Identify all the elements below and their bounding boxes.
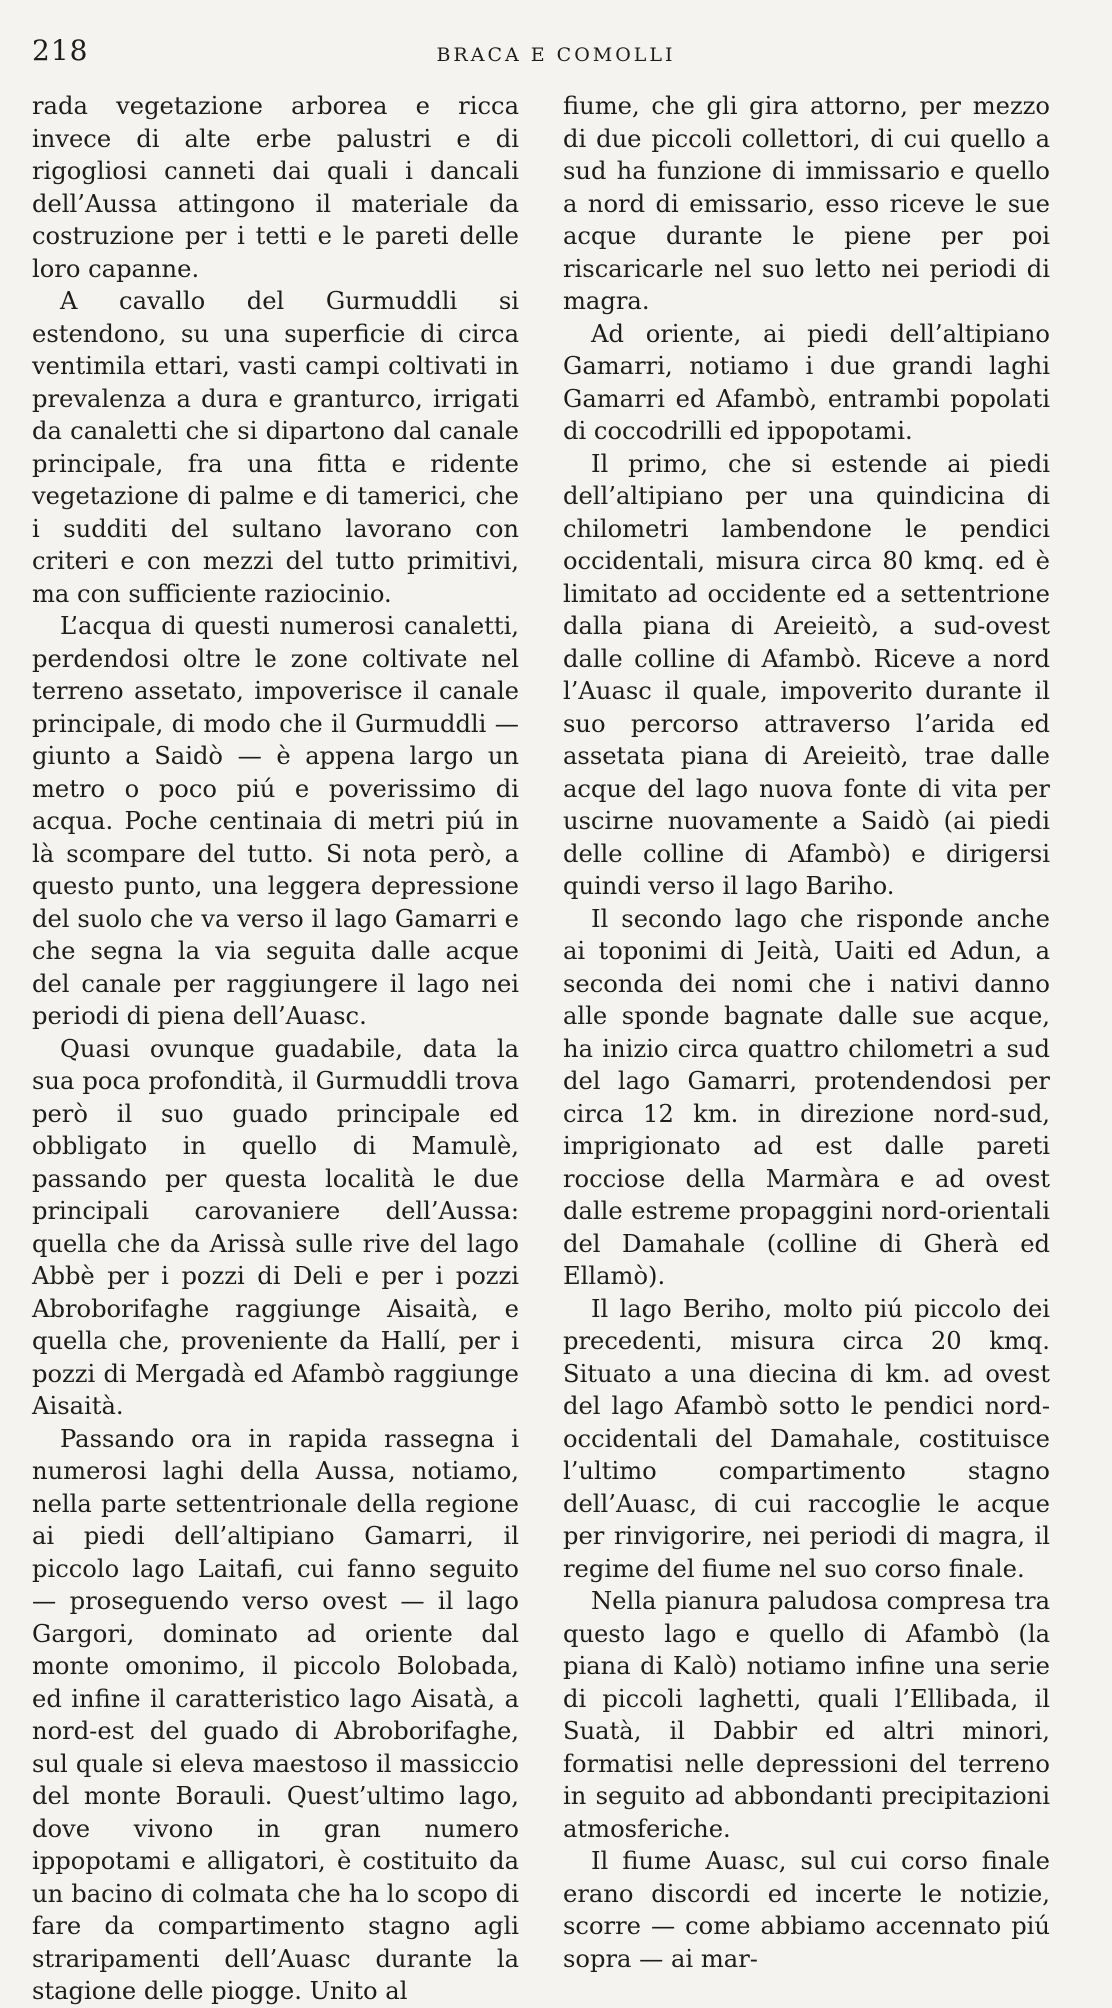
paragraph: Passando ora in rapida rassegna i numerosi laghi della Aussa, notiamo, nella parte settentrionale della regione ai piedi dell’altipiano Gamarri, il piccolo lago Laitafi, cui fanno seguito — proseguendo verso ovest — il lago Gargori, dominato ad oriente dal monte omonimo, il piccolo Bolobada, ed infine il caratteristico lago Aisatà, a nord-est del guado di Abroborifaghe, sul quale si eleva maestoso il massiccio del monte Borauli. Quest’ultimo lago, dove vivono in gran numero ippopotami e alligatori, è costituito da un bacino di colmata che ha lo scopo di fare da compartimento stagno agli straripamenti dell’Auasc durante la stagione delle piogge. Unito al — [32, 1424, 519, 2005]
paragraph: rada vegetazione arborea e ricca invece di alte erbe palustri e di rigogliosi canneti dai quali i dancali dell’Aussa attingono il materiale da costruzione per i tetti e le pareti delle loro capanne. — [32, 92, 519, 283]
paragraph: Nella pianura paludosa compresa tra questo lago e quello di Afambò (la piana di Kalò) notiamo infine una serie di piccoli laghetti, quali l’Ellibada, il Suatà, il Dabbir ed altri minori, formatisi nelle depressioni del terreno in seguito ad abbondanti precipitazioni atmosferiche. — [563, 1587, 1050, 1843]
page-header — [32, 34, 1080, 74]
right-column — [563, 90, 1050, 1975]
left-column — [32, 90, 519, 2008]
running-head: BRACA E COMOLLI — [436, 44, 676, 66]
paragraph: Il lago Beriho, molto piú piccolo dei precedenti, misura circa 20 kmq. Situato a una diecina di km. ad ovest del lago Afambò sotto le pendici nord-occidentali del Damahale, costituisce l’ultimo compartimento stagno dell’Auasc, di cui raccoglie le acque per rinvigorire, nei periodi di magra, il regime del fiume nel suo corso finale. — [563, 1294, 1050, 1583]
paragraph: Il fiume Auasc, sul cui corso finale erano discordi ed incerte le notizie, scorre — come abbiamo accennato piú sopra — ai mar- — [563, 1847, 1050, 1973]
paragraph: Il secondo lago che risponde anche ai toponimi di Jeità, Uaiti ed Adun, a seconda dei nomi che i nativi danno alle sponde bagnate dalle sue acque, ha inizio circa quattro chilometri a sud del lago Gamarri, protendendosi per circa 12 km. in direzione nord-sud, imprigionato ad est dalle pareti rocciose della Marmàra e ad ovest dalle estreme propaggini nord-orientali del Damahale (colline di Gherà ed Ellamò). — [563, 904, 1050, 1290]
paragraph: Ad oriente, ai piedi dell’altipiano Gamarri, notiamo i due grandi laghi Gamarri ed Afambò, entrambi popolati di coccodrilli ed ippopotami. — [563, 319, 1050, 445]
paragraph: L’acqua di questi numerosi canaletti, perdendosi oltre le zone coltivate nel terreno assetato, impoverisce il canale principale, di modo che il Gurmuddli — giunto a Saidò — è appena largo un metro o poco piú e poverissimo di acqua. Poche centinaia di metri piú in là scompare del tutto. Si nota però, a questo punto, una leggera depressione del suolo che va verso il lago Gamarri e che segna la via seguita dalle acque del canale per raggiungere il lago nei periodi di piena dell’Auasc. — [32, 612, 519, 1030]
paragraph: fiume, che gli gira attorno, per mezzo di due piccoli collettori, di cui quello a sud ha funzione di immissario e quello a nord di emissario, esso riceve le sue acque durante le piene per poi riscaricarle nel suo letto nei periodi di magra. — [563, 92, 1050, 315]
paragraph: Il primo, che si estende ai piedi dell’altipiano per una quindicina di chilometri lambendone le pendici occidentali, misura circa 80 kmq. ed è limitato ad occidente ed a settentrione dalla piana di Areieitò, a sud-ovest dalle colline di Afambò. Riceve a nord l’Auasc il quale, impoverito durante il suo percorso attraverso l’arida ed assetata piana di Areieitò, trae dalle acque del lago nuova fonte di vita per uscirne nuovamente a Saidò (ai piedi delle colline di Afambò) e dirigersi quindi verso il lago Bariho. — [563, 449, 1050, 900]
page-number: 218 — [32, 34, 89, 67]
paragraph: Quasi ovunque guadabile, data la sua poca profondità, il Gurmuddli trova però il suo guado principale ed obbligato in quello di Mamulè, passando per questa località le due principali carovaniere dell’Aussa: quella che da Arissà sulle rive del lago Abbè per i pozzi di Deli e per i pozzi Abroborifaghe raggiunge Aisaità, e quella che, proveniente da Hallí, per i pozzi di Mergadà ed Afambò raggiunge Aisaità. — [32, 1034, 519, 1420]
paragraph: A cavallo del Gurmuddli si estendono, su una superficie di circa ventimila ettari, vasti campi coltivati in prevalenza a dura e granturco, irrigati da canaletti che si dipartono dal canale principale, fra una fitta e ridente vegetazione di palme e di tamerici, che i sudditi del sultano lavorano con criteri e con mezzi del tutto primitivi, ma con sufficiente raziocinio. — [32, 287, 519, 608]
